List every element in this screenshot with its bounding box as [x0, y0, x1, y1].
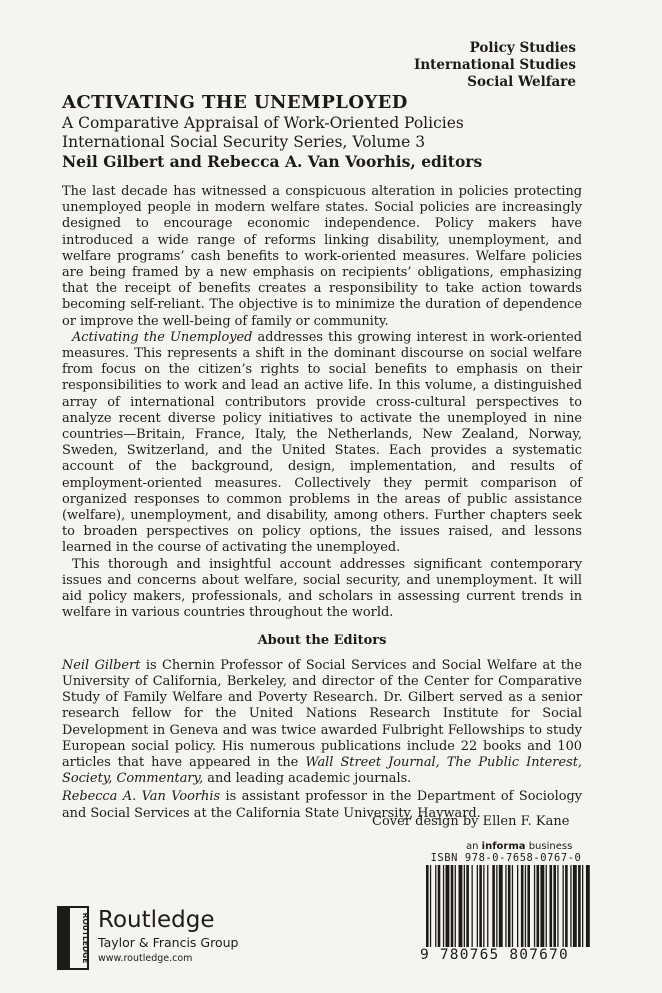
isbn-label: ISBN 978-0-7658-0767-0	[430, 852, 582, 864]
category-label: International Studies	[414, 57, 576, 73]
description-paragraph: The last decade has witnessed a conspicuous alteration in policies protecting unemployed people in modern welfare states. Social policies are increasingly designed to encourage economic independence. Policy makers have introduced a wide range of reforms linking disability, unemployment, and welfare programs’ cash benefits to work-oriented measures. Welfare policies are being framed by a new emphasis on recipients’ obligations, emphasizing that the receipt of benefits creates a responsibility to take action towards becoming self-reliant. The objective is to minimize the duration of dependence or improve the well-being of family or community.	[62, 184, 582, 329]
routledge-logo-icon	[56, 905, 90, 971]
category-label: Social Welfare	[467, 74, 576, 90]
editor-bio: Rebecca A. Van Voorhis is assistant professor in the Department of Sociology and Social Services at the California State University, Hayward.	[62, 789, 582, 821]
publication-list: Wall Street Journal, The Public Interest, Society, Commentary,	[62, 754, 582, 787]
barcode-number: 9 780765 807670	[420, 947, 592, 963]
description-paragraph: Activating the Unemployed addresses this growing interest in work-oriented measures. This represents a shift in the dominant discourse on social welfare from focus on the citizen’s rights to social benefits to emphasis on their responsibilities to work and lead an active life. In this volume, a distinguished array of international contributors provide cross-cultural perspectives to analyze recent diverse policy initiatives to activate the unemployed in nine countries—Britain, France, Italy, the Netherlands, New Zealand, Norway, Sweden, Switzerland, and the United States. Each provides a systematic account of the background, design, implementation, and results of employment-oriented measures. Collectively they permit comparison of organized responses to common problems in the areas of public assistance (welfare), unemployment, and disability, among others. Further chapters seek to broaden perspectives on policy options, the issues raised, and lessons learned in the course of activating the unemployed.	[62, 329, 583, 556]
category-label: Policy Studies	[469, 40, 576, 56]
informa-business-tag: an informa business	[466, 841, 573, 852]
editor-name: Rebecca A. Van Voorhis	[62, 789, 221, 805]
book-title-italic: Activating the Unemployed	[72, 329, 253, 345]
publisher-url: www.routledge.com	[98, 953, 193, 964]
description-paragraph: This thorough and insightful account addresses significant contemporary issues and concerns about welfare, social security, and unemployment. It will aid policy makers, professionals, and scholars in assessing current trends in welfare in various countries throughout the world.	[62, 556, 582, 621]
informa-brand: informa	[481, 841, 526, 852]
editor-bio: Neil Gilbert is Chernin Professor of Social Services and Social Welfare at the University of California, Berkeley, and director of the Center for Comparative Study of Family Welfare and Poverty Research. Dr. Gilbert served as a senior research fellow for the United Nations Research Institute for Social Development in Geneva and was twice awarded Fulbright Fellowships to study European social policy. His numerous publications include 22 books and 100 articles that have appeared in the Wall Street Journal, The Public Interest, Society, Commentary, and leading academic journals.	[62, 657, 582, 787]
publisher-group: Taylor & Francis Group	[98, 935, 239, 950]
book-title: ACTIVATING THE UNEMPLOYED	[62, 92, 408, 113]
about-editors-heading: About the Editors	[257, 633, 387, 649]
cover-credit: Cover design by Ellen F. Kane	[372, 814, 570, 829]
subject-categories	[414, 40, 576, 91]
publisher-name: Routledge	[98, 907, 215, 933]
editor-name: Neil Gilbert	[62, 657, 141, 673]
book-subtitle: A Comparative Appraisal of Work-Oriented Policies	[62, 114, 464, 132]
description-body	[62, 184, 582, 822]
series-line: International Social Security Series, Volume 3	[62, 133, 426, 151]
svg-text:ROUTLEDGE: ROUTLEDGE	[81, 912, 90, 964]
book-heading	[62, 92, 602, 172]
editors-line: Neil Gilbert and Rebecca A. Van Voorhis, editors	[62, 152, 483, 171]
barcode-block	[420, 852, 592, 966]
